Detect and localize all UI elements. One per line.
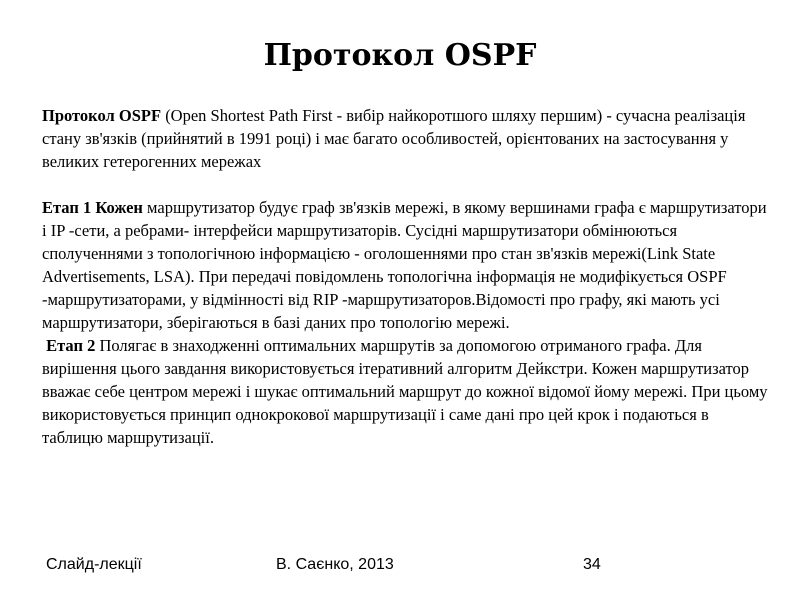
footer-course: Слайд-лекції xyxy=(46,556,142,573)
paragraph-gap xyxy=(42,173,772,196)
footer-page-number: 34 xyxy=(583,556,601,573)
stage1-text: маршрутизатор будує граф зв'язків мережі, в якому вершинами графа є маршрутизатори і IP -сети, а ребрами- інтерфейси маршрутизаторів. Сусідні маршрутизатори обмінюються сполученнями з топологічною інформацією - оголошеннями про стан зв'язків мережі(Link State Advertisements, LSA). При передачі повідомлень топологічна інформація не модифікується OSPF -маршрутизаторами, у відмінності від RIP -маршрутизаторов.Відомості про графу, які мають усі маршрутизатори, зберігаються в базі даних про топологію мережі. xyxy=(42,198,767,332)
intro-paragraph xyxy=(42,104,772,173)
intro-bold-lead: Протокол OSPF xyxy=(42,106,162,125)
stage2-bold-lead: Етап 2 xyxy=(46,336,96,355)
intro-text: (Open Shortest Path First - вибір найкоротшого шляху першим) - сучасна реалізація стану зв'язків (прийнятий в 1991 році) і має багато особливостей, орієнтованих на застосування у великих гетерогенних мережах xyxy=(42,106,746,171)
footer-author: В. Саєнко, 2013 xyxy=(276,556,394,573)
stage1-paragraph xyxy=(42,196,772,334)
stage2-text: Полягає в знаходженні оптимальних маршрутів за допомогою отриманого графа. Для вирішення цього завдання використовується ітеративний алгоритм Дейкстри. Кожен маршрутизатор вважає себе центром мережі і шукає оптимальний маршрут до кожної відомої йому мережі. При цьому використовується принцип однокрокової маршрутизації і саме дані про цей крок і подаються в таблицю маршрутизації. xyxy=(42,336,768,447)
stage2-paragraph xyxy=(42,334,772,449)
slide-body xyxy=(42,104,772,449)
slide-title: Протокол OSPF xyxy=(263,38,537,73)
stage1-bold-lead: Етап 1 Кожен xyxy=(42,198,143,217)
